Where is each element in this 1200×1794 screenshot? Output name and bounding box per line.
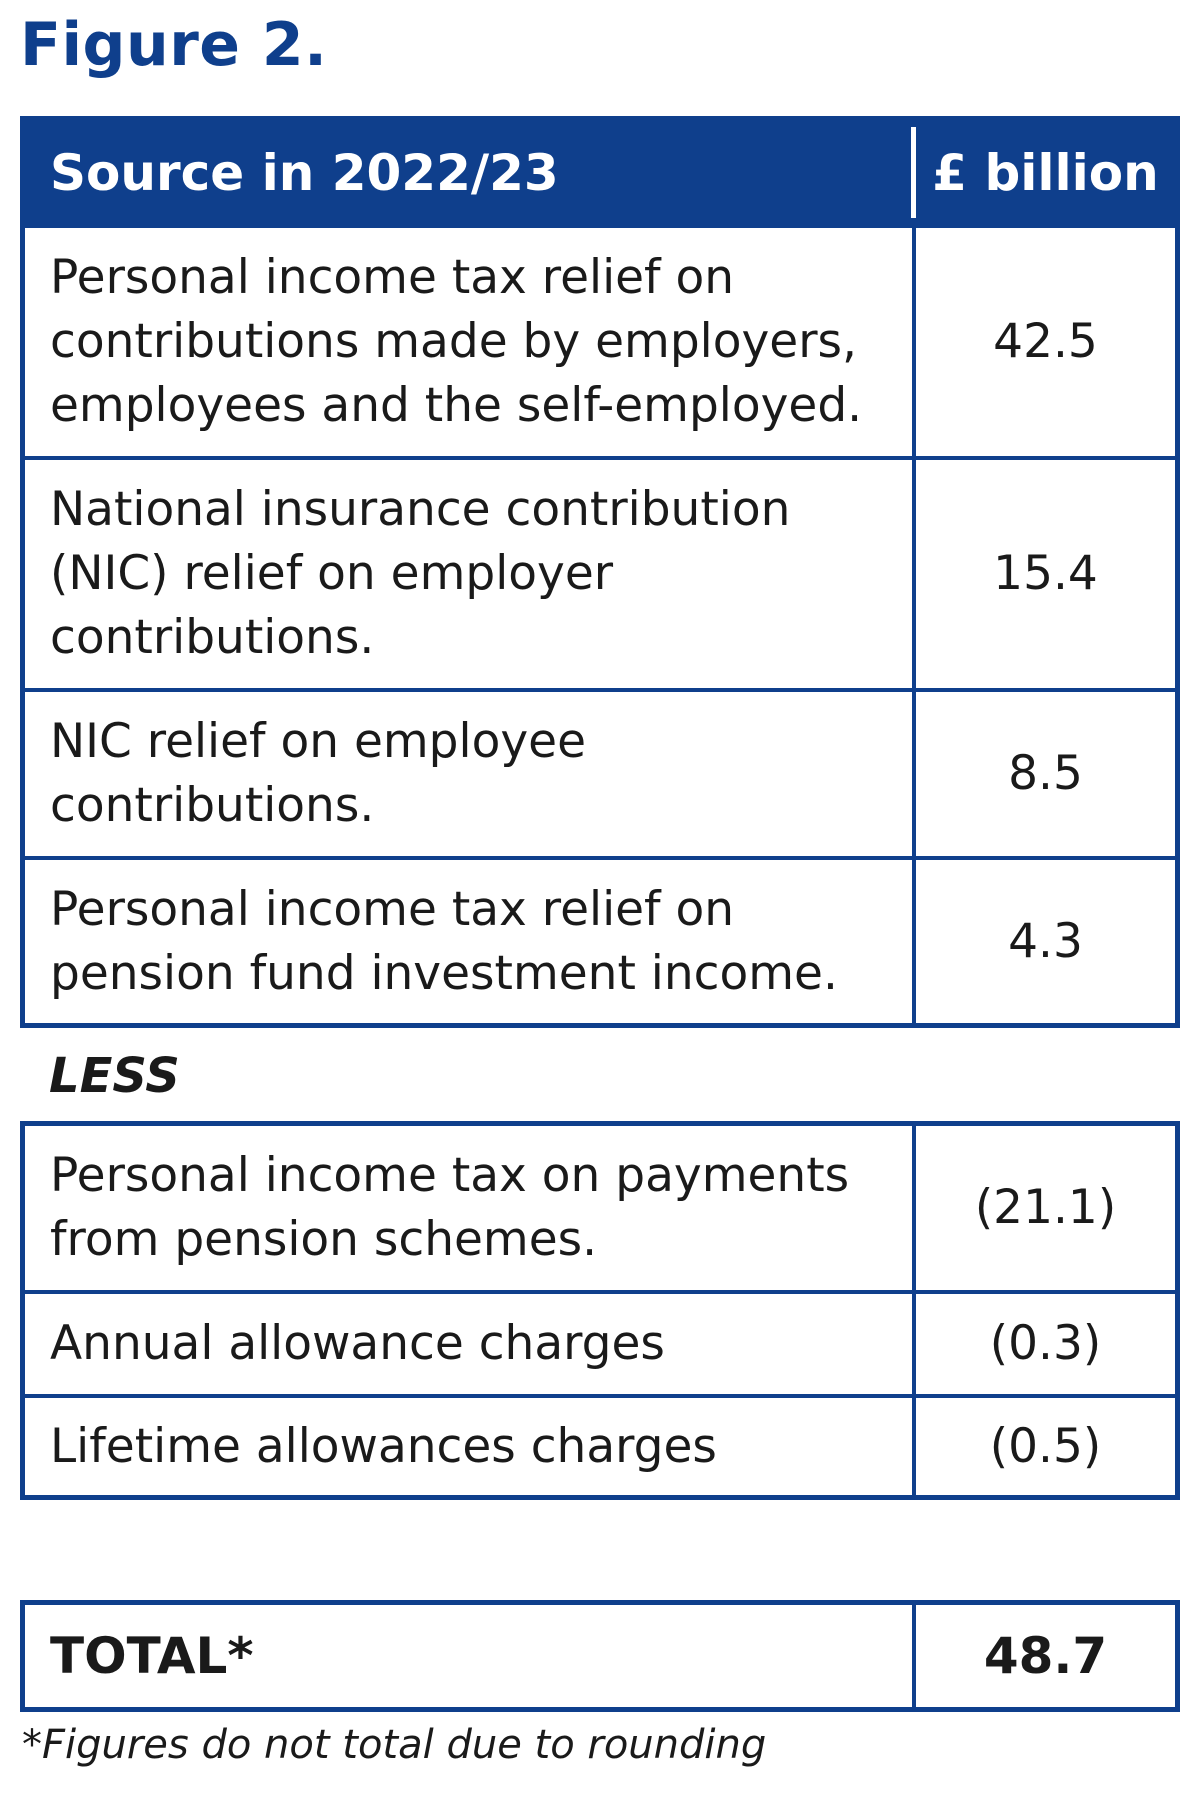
total-row bbox=[25, 1605, 1175, 1707]
row-label: NIC relief on employee contributions. bbox=[25, 692, 916, 856]
row-label: Personal income tax on payments from pension schemes. bbox=[25, 1126, 916, 1290]
figure-title: Figure 2. bbox=[20, 10, 328, 80]
less-label: LESS bbox=[49, 1048, 180, 1104]
row-value: (0.5) bbox=[989, 1418, 1102, 1474]
table-row bbox=[25, 1394, 1175, 1495]
total-label: TOTAL* bbox=[25, 1605, 916, 1707]
reliefs-table bbox=[20, 116, 1180, 1028]
deductions-table bbox=[20, 1121, 1180, 1500]
row-value: (0.3) bbox=[989, 1316, 1102, 1371]
header-source: Source in 2022/23 bbox=[25, 127, 916, 218]
row-label: Personal income tax relief on contributions made by employers, employees and the self-employed. bbox=[25, 228, 916, 456]
table-row bbox=[25, 224, 1175, 456]
table-row bbox=[25, 1290, 1175, 1394]
row-label: Lifetime allowances charges bbox=[25, 1398, 916, 1495]
table-row bbox=[25, 856, 1175, 1023]
row-label: Personal income tax relief on pension fund investment income. bbox=[25, 860, 916, 1023]
total-value: 48.7 bbox=[983, 1627, 1108, 1685]
table-row bbox=[25, 1126, 1175, 1290]
header-value: £ billion bbox=[932, 143, 1159, 202]
row-value: (21.1) bbox=[974, 1180, 1117, 1235]
row-value: 15.4 bbox=[993, 546, 1098, 601]
row-value: 4.3 bbox=[1008, 913, 1083, 969]
total-table bbox=[20, 1600, 1180, 1712]
row-value: 8.5 bbox=[1008, 746, 1083, 801]
table-header bbox=[25, 121, 1175, 224]
row-label: National insurance contribution (NIC) relief on employer contributions. bbox=[25, 460, 916, 688]
table-row bbox=[25, 456, 1175, 688]
row-value: 42.5 bbox=[993, 314, 1098, 369]
table-row bbox=[25, 688, 1175, 856]
footnote: *Figures do not total due to rounding bbox=[22, 1722, 767, 1768]
row-label: Annual allowance charges bbox=[25, 1294, 916, 1394]
